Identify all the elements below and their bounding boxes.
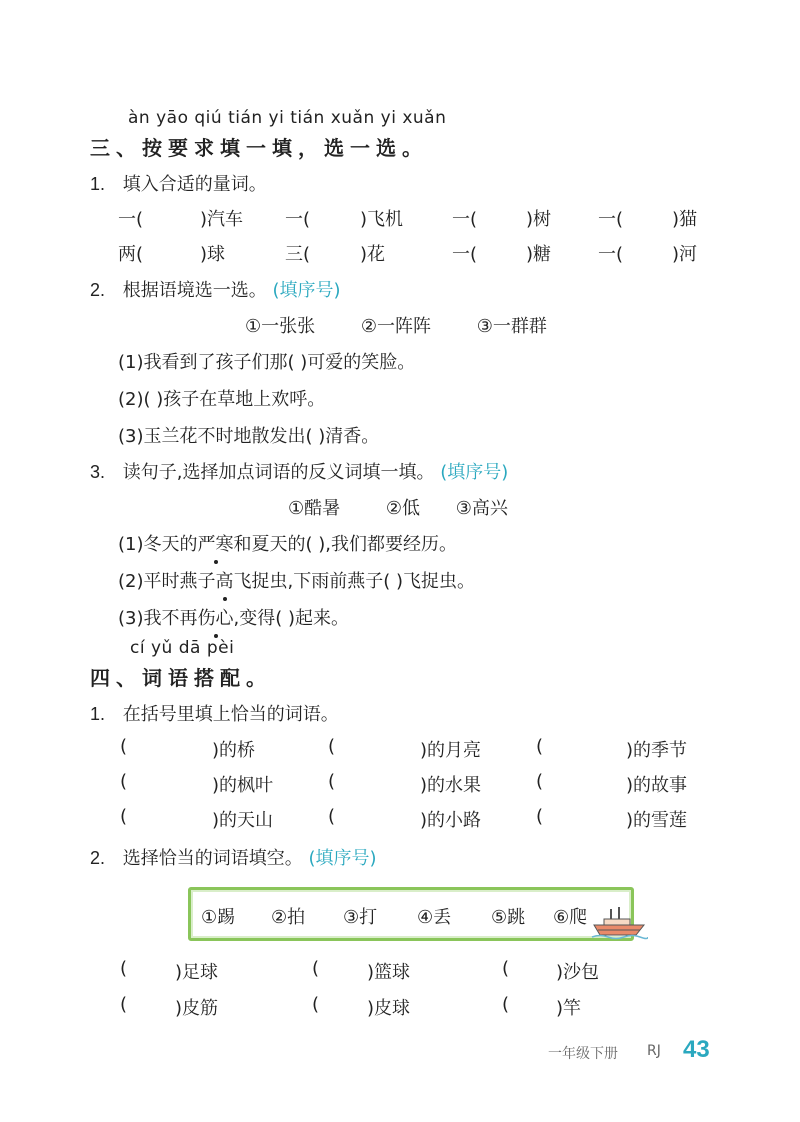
s4-q1-number: 1. <box>90 704 106 724</box>
section4-title: 四、词语搭配。 <box>90 666 272 690</box>
q3-item-2 <box>118 567 475 593</box>
footer-grade: 一年级下册 <box>548 1046 618 1062</box>
word-option: ⑤跳 <box>491 907 526 928</box>
s4-blank-open[interactable]: ( <box>536 806 544 827</box>
q2-option: ①一张张 <box>245 316 316 337</box>
q1-blank-open[interactable]: 一( <box>598 209 624 230</box>
q3-item-3-dotted-word: 伤心 <box>198 604 234 630</box>
q1-blank-open[interactable]: 一( <box>285 209 311 230</box>
s4-blank-open[interactable]: ( <box>328 806 336 827</box>
s4-q1-text: 在括号里填上恰当的词语。 <box>122 704 339 725</box>
q1-blank-open[interactable]: 一( <box>598 244 624 265</box>
s4-blank-open[interactable]: ( <box>120 806 128 827</box>
q3-line <box>90 458 508 484</box>
q3-option: ②低 <box>385 498 421 519</box>
q2-text: 根据语境选一选。 <box>122 280 267 301</box>
s4-blank-label: )的桥 <box>212 740 256 761</box>
q3-item-1 <box>118 530 457 556</box>
q3-item-3 <box>118 604 349 630</box>
s4-blank-open[interactable]: ( <box>328 771 336 792</box>
q3-options <box>288 494 508 520</box>
q2-hint: (填序号) <box>272 280 341 301</box>
s4-q2-blank-label: )皮球 <box>367 998 411 1019</box>
q3-item-1-pre: (1)冬天的 <box>118 534 198 555</box>
s4-blank-open[interactable]: ( <box>328 736 336 757</box>
s4-blank-open[interactable]: ( <box>120 771 128 792</box>
s4-q2-blank-open[interactable]: ( <box>502 958 510 979</box>
q1-blank-open[interactable]: 一( <box>118 209 144 230</box>
s4-q2-blank-label: )沙包 <box>556 962 600 983</box>
word-option: ④丢 <box>417 907 452 928</box>
q3-item-3-pre: (3)我不再 <box>118 608 198 629</box>
s4-q2-blank-open[interactable]: ( <box>502 994 510 1015</box>
boat-icon <box>590 905 648 941</box>
q2-options <box>245 312 547 338</box>
s4-blank-label: )的月亮 <box>420 740 482 761</box>
q1-blank-label: )树 <box>526 209 552 230</box>
s4-blank-label: )的故事 <box>626 775 688 796</box>
s4-q2-blank-label: )皮筋 <box>175 998 219 1019</box>
q3-item-2-dotted-word: 高 <box>216 567 234 593</box>
page-number: 43 <box>683 1036 710 1063</box>
q1-text: 填入合适的量词。 <box>122 174 267 195</box>
q1-blank-label: )飞机 <box>360 209 404 230</box>
s4-q2-number: 2. <box>90 848 106 868</box>
q2-option: ③一群群 <box>476 316 547 337</box>
q1-line <box>90 170 267 196</box>
footer-edition: RJ <box>647 1043 661 1059</box>
q3-text: 读句子,选择加点词语的反义词填一填。 <box>122 462 435 483</box>
q1-blank-label: )球 <box>200 244 226 265</box>
section4-pinyin: cí yǔ dā pèi <box>130 638 235 658</box>
q1-number: 1. <box>90 174 106 194</box>
q1-blank-label: )猫 <box>672 209 698 230</box>
word-choice-box <box>188 887 634 941</box>
s4-blank-label: )的水果 <box>420 775 482 796</box>
s4-blank-label: )的天山 <box>212 810 274 831</box>
q3-hint: (填序号) <box>440 462 509 483</box>
s4-q2-blank-label: )竿 <box>556 998 582 1019</box>
s4-blank-label: )的雪莲 <box>626 810 688 831</box>
q1-blank-label: )花 <box>360 244 386 265</box>
q1-blank-open[interactable]: 三( <box>285 244 311 265</box>
q3-item-3-post: ,变得( )起来。 <box>233 608 349 629</box>
q2-item-3: (3)玉兰花不时地散发出( )清香。 <box>118 426 380 447</box>
q1-blank-label: )汽车 <box>200 209 244 230</box>
q3-item-2-post: 飞捉虫,下雨前燕子( )飞捉虫。 <box>233 571 475 592</box>
s4-q2-blank-open[interactable]: ( <box>120 994 128 1015</box>
word-option: ②拍 <box>271 907 306 928</box>
q1-blank-label: )河 <box>672 244 698 265</box>
section3-title: 三、按要求填一填，选一选。 <box>90 136 428 160</box>
section3-pinyin: àn yāo qiú tián yi tián xuǎn yi xuǎn <box>128 108 447 128</box>
s4-q2-blank-open[interactable]: ( <box>120 958 128 979</box>
s4-q2-blank-open[interactable]: ( <box>312 958 320 979</box>
s4-blank-open[interactable]: ( <box>536 771 544 792</box>
s4-q2-line <box>90 844 377 870</box>
q2-line <box>90 276 341 302</box>
s4-q2-blank-label: )篮球 <box>367 962 411 983</box>
s4-q2-blank-open[interactable]: ( <box>312 994 320 1015</box>
q2-item-2: (2)( )孩子在草地上欢呼。 <box>118 389 326 410</box>
s4-blank-label: )的季节 <box>626 740 688 761</box>
s4-q2-text: 选择恰当的词语填空。 <box>122 848 303 869</box>
q3-option: ①酷暑 <box>288 498 341 519</box>
word-option: ⑥爬 <box>553 907 588 928</box>
s4-q1-line <box>90 700 339 726</box>
s4-blank-open[interactable]: ( <box>120 736 128 757</box>
q1-blank-open[interactable]: 一( <box>452 209 478 230</box>
s4-q2-hint: (填序号) <box>308 848 377 869</box>
q3-item-2-pre: (2)平时燕子 <box>118 571 216 592</box>
q2-option: ②一阵阵 <box>360 316 432 337</box>
s4-q2-blank-label: )足球 <box>175 962 219 983</box>
q3-item-1-dotted-word: 严寒 <box>198 530 234 556</box>
s4-blank-label: )的小路 <box>420 810 482 831</box>
word-option: ③打 <box>343 907 378 928</box>
q1-blank-open[interactable]: 一( <box>452 244 478 265</box>
s4-blank-label: )的枫叶 <box>212 775 274 796</box>
q2-item-1: (1)我看到了孩子们那( )可爱的笑脸。 <box>118 352 416 373</box>
q3-item-1-post: 和夏天的( ),我们都要经历。 <box>233 534 457 555</box>
q1-blank-label: )糖 <box>526 244 552 265</box>
word-option: ①踢 <box>201 907 236 928</box>
q1-blank-open[interactable]: 两( <box>118 244 144 265</box>
q3-number: 3. <box>90 462 106 482</box>
q2-number: 2. <box>90 280 106 300</box>
s4-blank-open[interactable]: ( <box>536 736 544 757</box>
q3-option: ③高兴 <box>455 498 508 519</box>
